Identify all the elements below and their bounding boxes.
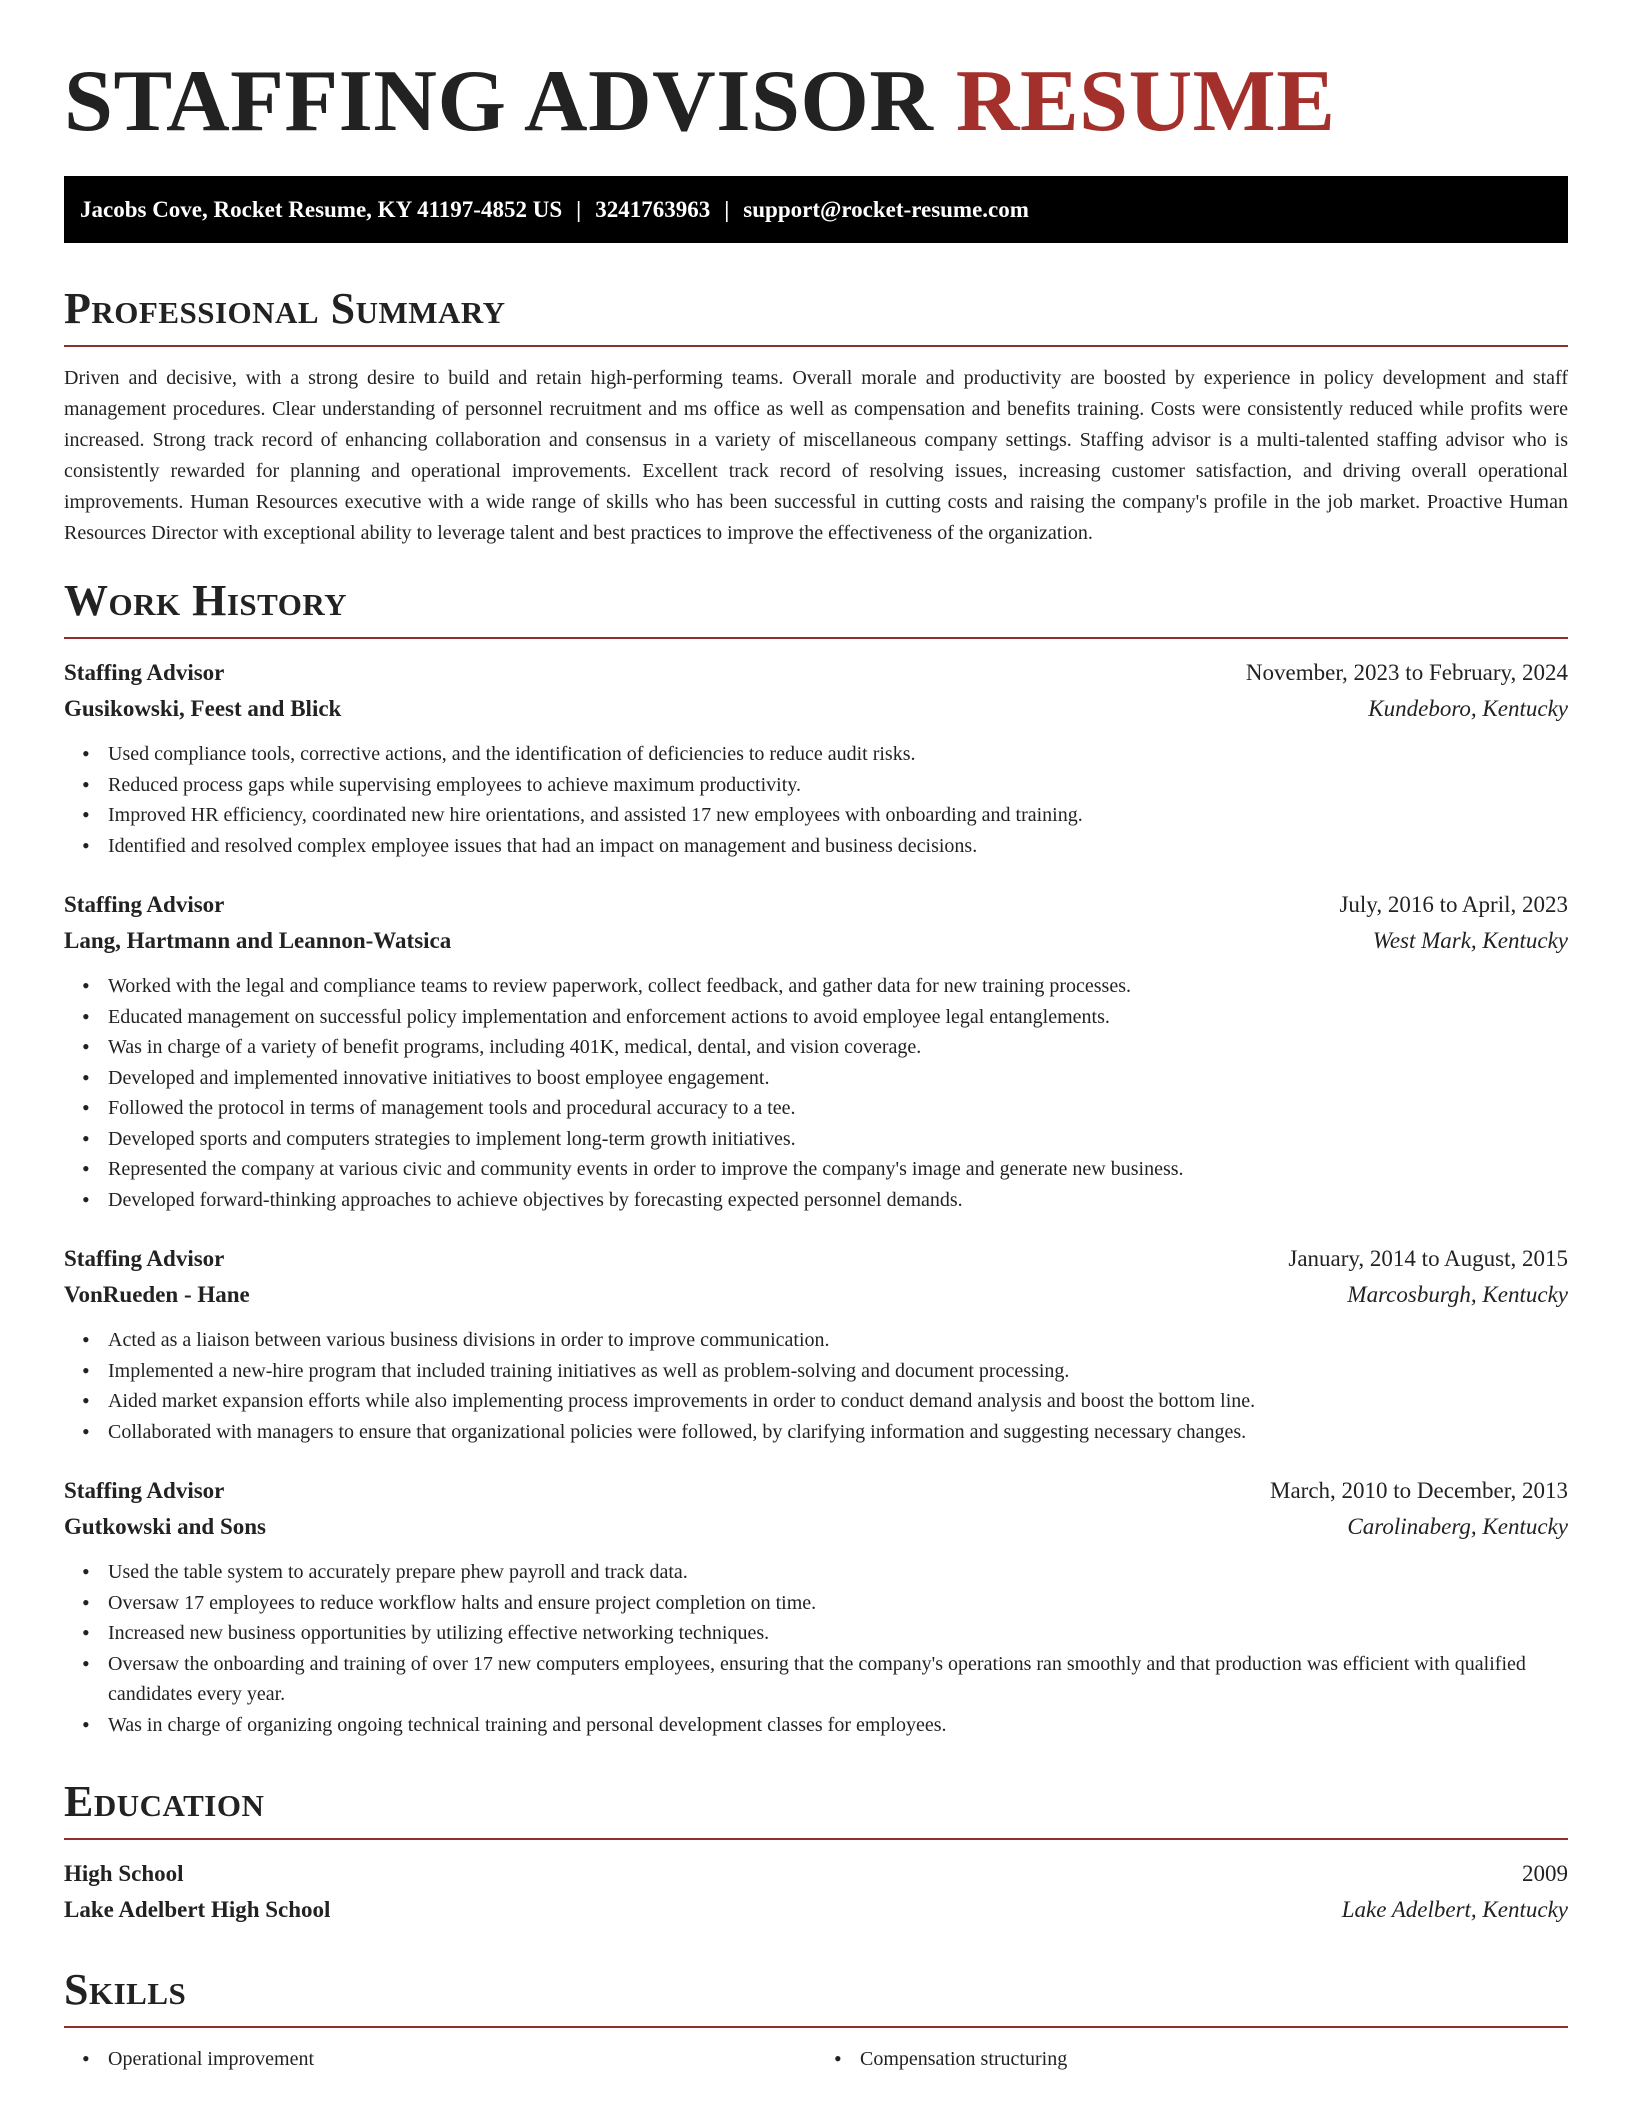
job-title: Staffing Advisor (64, 1478, 225, 1503)
education-section (64, 1774, 1568, 1928)
contact-separator: | (576, 197, 582, 222)
job-bullet: • Collaborated with managers to ensure that organizational policies were followed, by clarifying information and suggesting necessary changes. (108, 1417, 1568, 1448)
job-company-row (64, 1277, 1568, 1313)
skills-column-right (816, 2044, 1568, 2075)
section-divider (64, 345, 1568, 347)
summary-text: Driven and decisive, with a strong desire to build and retain high-performing teams. Overall morale and productivity are boosted by experience in policy development and staff management procedures. Clear understanding of personnel recruitment and ms office as well as compensation and benefits training. Costs were consistently reduced while profits were increased. Strong track record of enhancing collaboration and consensus in a variety of miscellaneous company settings. Staffing advisor is a multi-talented staffing advisor who is consistently rewarded for planning and operational improvements. Excellent track record of resolving issues, increasing customer satisfaction, and driving overall operational improvements. Human Resources executive with a wide range of skills who has been successful in cutting costs and raising the company's profile in the job market. Proactive Human Resources Director with exceptional ability to leverage talent and best practices to improve the effectiveness of the organization. (64, 367, 1568, 544)
job-bullet: • Was in charge of organizing ongoing technical training and personal development classes for employees. (108, 1710, 1568, 1741)
education-degree: High School (64, 1861, 184, 1886)
job-company-row (64, 923, 1568, 959)
job-dates: March, 2010 to December, 2013 (1270, 1478, 1568, 1503)
job-bullet: • Implemented a new-hire program that included training initiatives as well as problem-solving and document processing. (108, 1356, 1568, 1387)
skill-item: • Operational improvement (108, 2044, 816, 2075)
job-bullet: • Used compliance tools, corrective actions, and the identification of deficiencies to reduce audit risks. (108, 739, 1568, 770)
job-title-row (64, 1241, 1568, 1277)
summary-section (64, 281, 1568, 549)
contact-email[interactable]: support@rocket-resume.com (743, 197, 1029, 222)
job-company: Gutkowski and Sons (64, 1514, 266, 1539)
work-history-section (64, 573, 1568, 1740)
job-company-row (64, 691, 1568, 727)
resume-title (64, 0, 1568, 152)
job-bullet-list (64, 1325, 1568, 1447)
job-title-row (64, 1473, 1568, 1509)
job-bullet: • Aided market expansion efforts while also implementing process improvements in order to conduct demand analysis and boost the bottom line. (108, 1386, 1568, 1417)
job-title-row (64, 887, 1568, 923)
contact-separator: | (724, 197, 730, 222)
education-location: Lake Adelbert, Kentucky (1341, 1897, 1568, 1922)
job-location: Kundeboro, Kentucky (1368, 696, 1568, 721)
job-bullet: • Oversaw the onboarding and training of over 17 new computers employees, ensuring that the company's operations ran smoothly and that production was efficient with qualified candidates every year. (108, 1649, 1568, 1710)
skills-column-left (64, 2044, 816, 2075)
section-title-summary: Professional Summary (64, 284, 506, 333)
job-bullet: • Used the table system to accurately prepare phew payroll and track data. (108, 1557, 1568, 1588)
job-bullet: • Oversaw 17 employees to reduce workflow halts and ensure project completion on time. (108, 1588, 1568, 1619)
contact-phone: 3241763963 (595, 197, 711, 222)
job-bullet: • Worked with the legal and compliance teams to review paperwork, collect feedback, and gather data for new training processes. (108, 971, 1568, 1002)
job-entry (64, 1241, 1568, 1447)
job-entry (64, 1473, 1568, 1740)
job-dates: July, 2016 to April, 2023 (1339, 892, 1568, 917)
job-bullet: • Represented the company at various civic and community events in order to improve the company's image and generate new business. (108, 1154, 1568, 1185)
job-dates: January, 2014 to August, 2015 (1288, 1246, 1568, 1271)
job-title: Staffing Advisor (64, 660, 225, 685)
job-location: Marcosburgh, Kentucky (1347, 1282, 1568, 1307)
education-row-school (64, 1892, 1568, 1928)
job-title: Staffing Advisor (64, 892, 225, 917)
skills-section (64, 1962, 1568, 2075)
job-location: Carolinaberg, Kentucky (1347, 1514, 1568, 1539)
contact-address: Jacobs Cove, Rocket Resume, KY 41197-4852 US (80, 197, 563, 222)
jobs-list (64, 655, 1568, 1740)
contact-bar (64, 176, 1568, 243)
job-bullet: • Developed forward-thinking approaches to achieve objectives by forecasting expected personnel demands. (108, 1185, 1568, 1216)
job-bullet: • Reduced process gaps while supervising employees to achieve maximum productivity. (108, 770, 1568, 801)
section-title-education: Education (64, 1777, 265, 1826)
section-divider (64, 637, 1568, 639)
job-company: Lang, Hartmann and Leannon-Watsica (64, 928, 452, 953)
job-bullet: • Educated management on successful policy implementation and enforcement actions to avoid employee legal entanglements. (108, 1002, 1568, 1033)
job-bullet-list (64, 1557, 1568, 1740)
job-bullet: • Identified and resolved complex employee issues that had an impact on management and business decisions. (108, 831, 1568, 862)
job-bullet: • Developed sports and computers strategies to implement long-term growth initiatives. (108, 1124, 1568, 1155)
job-company: Gusikowski, Feest and Blick (64, 696, 342, 721)
job-location: West Mark, Kentucky (1372, 928, 1568, 953)
section-title-work-history: Work History (64, 576, 348, 625)
education-row-degree (64, 1856, 1568, 1892)
job-entry (64, 887, 1568, 1215)
job-bullet-list (64, 971, 1568, 1215)
skills-grid (64, 2044, 1568, 2075)
job-bullet: • Was in charge of a variety of benefit programs, including 401K, medical, dental, and vision coverage. (108, 1032, 1568, 1063)
job-title: Staffing Advisor (64, 1246, 225, 1271)
job-company: VonRueden - Hane (64, 1282, 250, 1307)
job-bullet: • Increased new business opportunities by utilizing effective networking techniques. (108, 1618, 1568, 1649)
job-bullet: • Followed the protocol in terms of management tools and procedural accuracy to a tee. (108, 1093, 1568, 1124)
job-entry (64, 655, 1568, 861)
section-divider (64, 2026, 1568, 2028)
job-company-row (64, 1509, 1568, 1545)
job-bullet-list (64, 739, 1568, 861)
education-school: Lake Adelbert High School (64, 1897, 331, 1922)
job-bullet: • Improved HR efficiency, coordinated new hire orientations, and assisted 17 new employees with onboarding and training. (108, 800, 1568, 831)
skill-item: • Compensation structuring (860, 2044, 1568, 2075)
title-main: STAFFING ADVISOR (64, 53, 934, 150)
job-bullet: • Acted as a liaison between various business divisions in order to improve communication. (108, 1325, 1568, 1356)
education-year: 2009 (1522, 1861, 1568, 1886)
title-accent: RESUME (955, 53, 1336, 150)
job-title-row (64, 655, 1568, 691)
job-dates: November, 2023 to February, 2024 (1245, 660, 1568, 685)
section-divider (64, 1838, 1568, 1840)
section-title-skills: Skills (64, 1965, 187, 2014)
job-bullet: • Developed and implemented innovative initiatives to boost employee engagement. (108, 1063, 1568, 1094)
